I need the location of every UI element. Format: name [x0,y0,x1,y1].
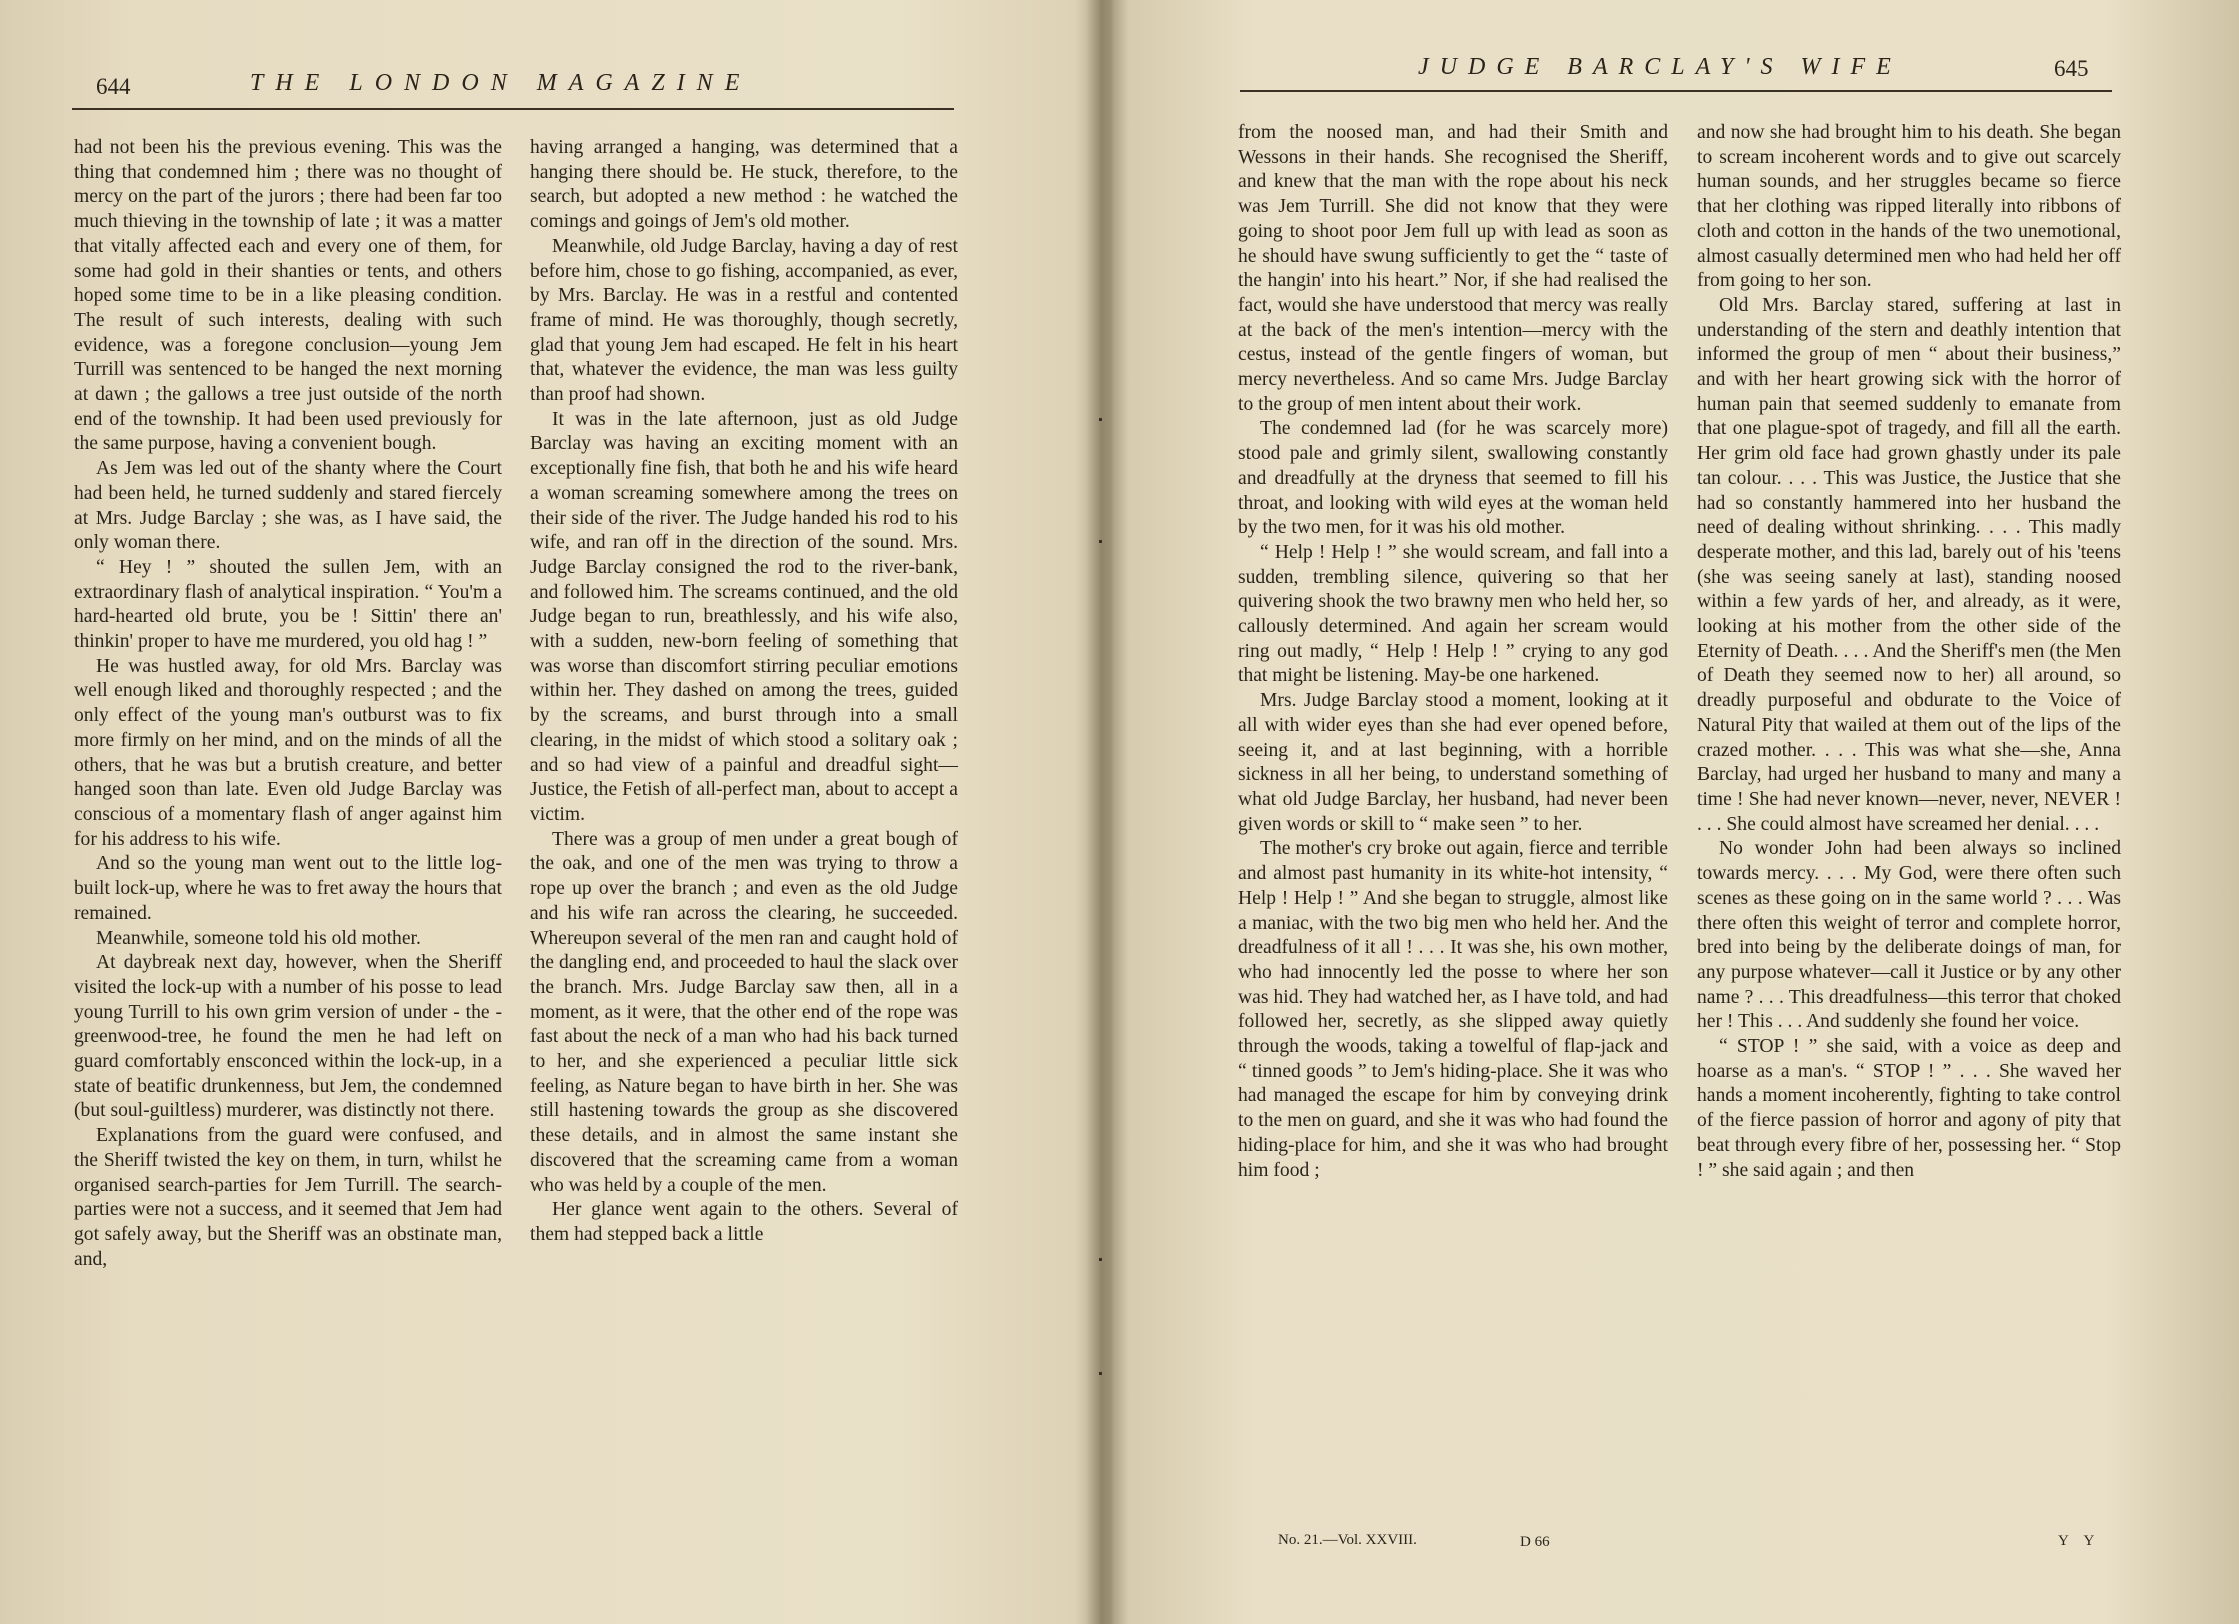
binding-stitch [1099,540,1102,543]
binding-stitch [1099,1372,1102,1375]
paragraph: “ Hey ! ” shouted the sullen Jem, with an extraordinary flash of analytical inspiration. “ You'm a hard-hearted old brute, you be ! Sittin' there an' thinkin' proper to have me murdered, you old hag ! ” [74,556,502,653]
paragraph: had not been his the previous evening. This was the thing that condemned him ; there was no thought of mercy on the part of the jurors ; there had been far too much thieving in the township of late ; it was a matter that vitally affected each and every one of them, for some had gold in their shanties or tents, and others hoped some time to be in a like pleasing condition. The result of such interests, dealing with such evidence, was a foregone conclusion—young Jem Turrill was sentenced to be hanged the next morning at dawn ; the gallows a tree just outside of the north end of the township. It had been used previously for the same purpose, having a convenient bough. [74,137,502,455]
left-page [0,0,1100,1624]
paragraph: There was a group of men under a great bough of the oak, and one of the men was trying to throw a rope up over the branch ; and even as the old Judge and his wife ran across the clearing, he succeeded. Whereupon several of the men ran and caught hold of the dangling end, and proceeded to haul the slack over the branch. Mrs. Judge Barclay saw then, all in a moment, as it were, that the other end of the rope was fast about the neck of a man who had his back turned to her, and she experienced a peculiar little sick feeling, as Nature began to have birth in her. She was still hastening towards the group as she discovered these details, and in almost the same instant she discovered that the screaming came from a woman who was held by a couple of the men. [530,828,958,1196]
binding-stitch [1099,1258,1102,1261]
paragraph: No wonder John had been always so inclined towards mercy. . . . My God, were there often such scenes as these going on in the same world ? . . . Was there often this weight of terror and complete horror, bred into being by the deliberate doings of man, for any purpose whatever—call it Justice or by any other name ? . . . This dreadfulness—this terror that choked her ! This . . . And suddenly she found her voice. [1697,838,2121,1033]
text-column-left [1238,121,1668,1183]
running-head: JUDGE BARCLAY'S WIFE [1418,54,1902,80]
binding-stitch [1099,418,1102,421]
text-column-right [1697,121,2121,1183]
paragraph: As Jem was led out of the shanty where the Court had been held, he turned suddenly and stared fiercely at Mrs. Judge Barclay ; she was, as I have said, the only woman there. [74,458,502,554]
paragraph: Meanwhile, someone told his old mother. [96,927,421,949]
footer-issue-number: No. 21.—Vol. XXVIII. [1278,1532,1417,1548]
right-page [1100,0,2239,1624]
paragraph: At daybreak next day, however, when the Sheriff visited the lock-up with a number of his posse to lead young Turrill to his own grim version of under - the - greenwood-tree, he found the men he had left on guard comfortably ensconced within the lock-up, in a state of beatific drunkenness, but Jem, the condemned (but soul-guiltless) murderer, was distinctly not there. [74,952,502,1122]
page-number: 644 [96,74,131,99]
paragraph: Meanwhile, old Judge Barclay, having a day of rest before him, chose to go fishing, accompanied, as ever, by Mrs. Barclay. He was in a restful and contented frame of mind. He was thoroughly, though secretly, glad that young Jem had escaped. He felt in his heart that, whatever the evidence, the man was less guilty than proof had shown. [530,235,958,406]
paragraph: “ STOP ! ” she said, with a voice as deep and hoarse as a man's. “ STOP ! ” . . . She waved her hands a moment incoherently, fighting to take control of the fierce passion of horror and agony of pity that beat through every fibre of her, possessing her. “ Stop ! ” she said again ; and then [1697,1036,2121,1181]
page-number: 645 [2054,56,2089,81]
paragraph: from the noosed man, and had their Smith and Wessons in their hands. She recognised the Sheriff, and knew that the man with the rope about his neck was Jem Turrill. She did not know that they were going to shoot poor Jem full up with lead as soon as he should have swung sufficiently to get the “ taste of the hangin' into his heart.” Nor, if she had realised the fact, would she have understood that mercy was really at the back of the men's intention—mercy with the cestus, instead of the gentle fingers of woman, but mercy nevertheless. And so came Mrs. Judge Barclay to the group of men intent about their work. [1238,122,1668,415]
text-column-right [530,136,958,1248]
text-column-left [74,136,502,1272]
paragraph: “ Help ! Help ! ” she would scream, and fall into a sudden, trembling silence, quivering so that her quivering shook the two brawny men who held her, so callously determined. And again her scream would ring out madly, “ Help ! Help ! ” crying to any god that might be listening. May-be one harkened. [1238,541,1668,687]
paragraph: Old Mrs. Barclay stared, suffering at last in understanding of the stern and deathly intention that informed the group of men “ about their business,” and with her heart growing sick with the horror of human pain that seemed suddenly to emanate from that one plague-spot of tragedy, and fill all the earth. Her grim old face had grown ghastly under its pale tan colour. . . . This was Justice, the Justice that she had so constantly hammered into her husband the need of dealing without shrinking. . . . This madly desperate mother, and this lad, barely out of his 'teens (she was seeing sanely at last), standing noosed within a few yards of her, and already, as it were, looking at his mother from the other side of the Eternity of Death. . . . And the Sheriff's men (the Men of Death they seemed now to her) all around, so dreadly purposeful and obdurate to the Voice of Natural Pity that wailed at them out of the lips of the crazed mother. . . . This was what she—she, Anna Barclay, had urged her husband to many and many a time ! She had never known—never, never, NEVER ! . . . She could almost have screamed her denial. . . . [1697,294,2121,835]
running-head: THE LONDON MAGAZINE [250,70,752,96]
paragraph: The condemned lad (for he was scarcely more) stood pale and grimly silent, swallowing constantly and dreadfully at the dryness that seemed to fill his throat, and looking with wild eyes at the woman held by the two men, for it was his old mother. [1238,418,1668,539]
header-rule [72,108,954,110]
paragraph: and now she had brought him to his death. She began to scream incoherent words and to give out scarcely human sounds, and her struggles became so fierce that her clothing was ripped literally into ribbons of cloth and cotton in the hands of the two unemotional, almost casually determined men who had held her off from going to her son. [1697,122,2121,292]
header-rule [1240,90,2112,92]
paragraph: Her glance went again to the others. Several of them had stepped back a little [530,1199,958,1245]
paragraph: And so the young man went out to the little log-built lock-up, where he was to fret away the hours that remained. [74,853,502,924]
footer-signature-mark: D 66 [1520,1534,1550,1550]
paragraph: Mrs. Judge Barclay stood a moment, looking at it all with wider eyes than she had ever opened before, seeing it, and at last beginning, with a horrible sickness in all her being, to understand something of what old Judge Barclay, her husband, had never been given words or skill to “ make seen ” to her. [1238,690,1668,835]
paragraph: He was hustled away, for old Mrs. Barclay was well enough liked and thoroughly respected ; and the only effect of the young man's outburst was to fix more firmly on her mind, and on the minds of all the others, that he was but a brutish creature, and better hanged soon than late. Even old Judge Barclay was conscious of a momentary flash of anger against him for his address to his wife. [74,655,502,850]
paragraph: It was in the late afternoon, just as old Judge Barclay was having an exciting moment with an exceptionally fine fish, that both he and his wife heard a woman screaming somewhere among the trees on their side of the river. The Judge handed his rod to his wife, and ran off in the direction of the sound. Mrs. Judge Barclay consigned the rod to the river-bank, and followed him. The screams continued, and the old Judge began to run, breathlessly, and his wife also, with a sudden, new-born feeling of something that was worse than discomfort stirring peculiar emotions within her. They dashed on among the trees, guided by the screams, and burst through into a small clearing, in the midst of which stood a solitary oak ; and so had view of a painful and dreadful sight—Justice, the Fetish of all-perfect man, about to accept a victim. [530,408,958,825]
footer-sheet-mark: Y Y [2058,1533,2101,1549]
paragraph: Explanations from the guard were confused, and the Sheriff twisted the key on them, in turn, whilst he organised search-parties for Jem Turrill. The search-parties were not a success, and it seemed that Jem had got safely away, but the Sheriff was an obstinate man, and, [74,1125,502,1270]
paragraph: having arranged a hanging, was determined that a hanging there should be. He stuck, therefore, to the search, but adopted a new method : he watched the comings and goings of Jem's old mother. [530,137,958,233]
paragraph: The mother's cry broke out again, fierce and terrible and almost past humanity in its white-hot intensity, “ Help ! Help ! ” And she began to struggle, almost like a maniac, with the two big men who held her. And the dreadfulness of it all ! . . . It was she, his own mother, who had innocently led the posse to where her son was hid. They had watched her, as I have told, and had followed her, secretly, as she slipped away quietly through the woods, taking a towelful of flap-jack and “ tinned goods ” to Jem's hiding-place. She it was who had managed the escape for him by conveying drink to the men on guard, and she it was who had found the hiding-place for him, and she it was who had brought him food ; [1238,838,1668,1181]
